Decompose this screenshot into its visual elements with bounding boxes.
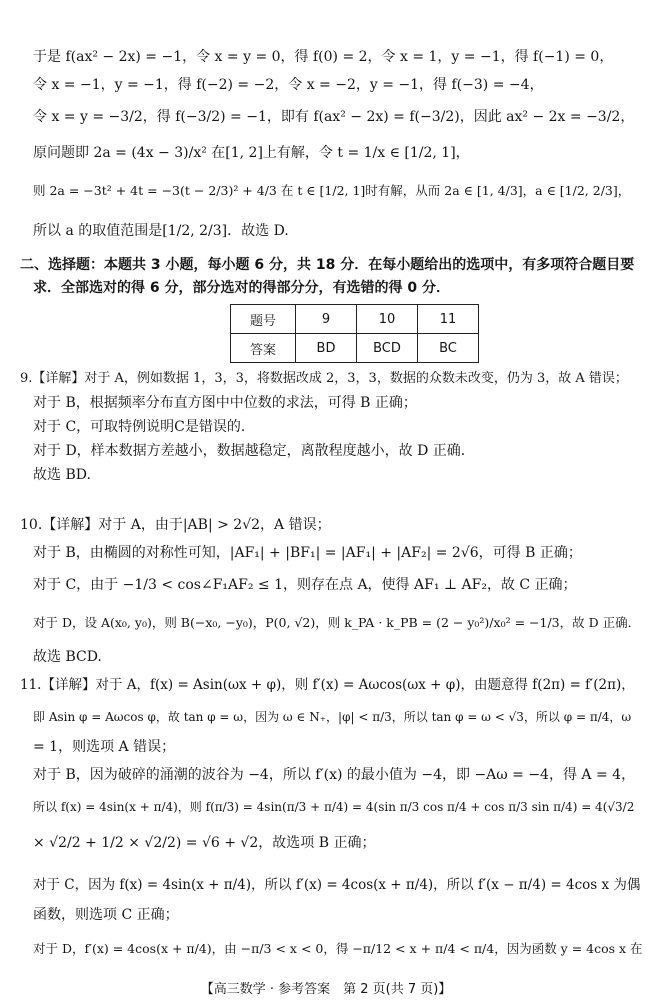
table-header-cell: 题号 — [231, 305, 296, 334]
question-11-line: 11.【详解】对于 A，f(x) = Asin(ωx + φ)，则 f′(x) = Aωcos(ωx + φ)，由题意得 f(2π) = f′(2π)， — [20, 677, 635, 693]
solution-line: 对于 C，可取特例说明C是错误的． — [33, 419, 255, 435]
solution-line: 即 Asin φ = Aωcos φ，故 tan φ = ω，因为 ω ∈ N₊，|φ| < π/3，所以 tan φ = ω < √3，所以 φ = π/4，ω — [33, 710, 632, 724]
solution-line: 对于 B，根据频率分布直方图中中位数的求法，可得 B 正确； — [33, 395, 417, 411]
solution-line: 令 x = −1，y = −1，得 f(−2) = −2，令 x = −2，y = −1，得 f(−3) = −4， — [33, 77, 544, 93]
table-cell: BCD — [357, 334, 418, 363]
answer-table — [230, 304, 479, 363]
table-cell: 11 — [418, 305, 479, 334]
table-row — [231, 334, 479, 363]
solution-line: 对于 D，样本数据方差越小，数据越稳定，离散程度越小，故 D 正确． — [33, 443, 475, 459]
solution-line: 故选 BCD. — [33, 649, 102, 665]
solution-line: = 1，则选项 A 错误； — [33, 739, 176, 755]
table-cell: BD — [296, 334, 357, 363]
solution-line: 对于 D，设 A(x₀, y₀)，则 B(−x₀, −y₀)，P(0, √2)，则 k_PA · k_PB = (2 − y₀²)/x₀² = −1/3，故 D 正确． — [33, 615, 641, 630]
solution-line: 对于 C，由于 −1/3 < cos∠F₁AF₂ ≤ 1，则存在点 A，使得 AF₁ ⊥ AF₂，故 C 正确； — [33, 577, 577, 593]
section-heading: 求．全部选对的得 6 分，部分选对的得部分分，有选错的得 0 分． — [33, 280, 450, 296]
solution-line: 所以 a 的取值范围是[1/2, 2/3]．故选 D. — [33, 223, 289, 239]
table-header-cell: 答案 — [231, 334, 296, 363]
solution-line: 故选 BD. — [33, 467, 91, 483]
solution-line: 对于 B，由椭圆的对称性可知，|AF₁| + |BF₁| = |AF₁| + |AF₂| = 2√6，可得 B 正确； — [33, 545, 582, 561]
table-row — [231, 305, 479, 334]
solution-line: 对于 B，因为破碎的涌潮的波谷为 −4，所以 f′(x) 的最小值为 −4，即 −Aω = −4，得 A = 4， — [33, 767, 636, 783]
question-10-line: 10.【详解】对于 A，由于|AB| > 2√2，A 错误； — [20, 517, 331, 533]
solution-line: × √2/2 + 1/2 × √2/2) = √6 + √2，故选项 B 正确； — [33, 835, 376, 851]
table-cell: BC — [418, 334, 479, 363]
solution-line: 则 2a = −3t² + 4t = −3(t − 2/3)² + 4/3 在 t ∈ [1/2, 1]时有解，从而 2a ∈ [1, 4/3]，a ∈ [1/2, 2/3]， — [33, 183, 631, 198]
solution-line: 于是 f(ax² − 2x) = −1，令 x = y = 0，得 f(0) = 2，令 x = 1，y = −1，得 f(−1) = 0， — [33, 49, 614, 65]
solution-line: 对于 C，因为 f(x) = 4sin(x + π/4)，所以 f′(x) = 4cos(x + π/4)，所以 f′(x − π/4) = 4cos x 为偶 — [33, 877, 641, 893]
page-footer: 【高三数学 · 参考答案 第 2 页(共 7 页)】 — [200, 982, 452, 997]
table-cell: 10 — [357, 305, 418, 334]
question-9-line: 9.【详解】对于 A，例如数据 1，3，3，将数据改成 2，3，3，数据的众数未改变，仍为 3，故 A 错误； — [20, 371, 628, 386]
solution-line: 所以 f(x) = 4sin(x + π/4)，则 f(π/3) = 4sin(π/3 + π/4) = 4(sin π/3 cos π/4 + cos π/3 sin π/4) = 4(√3/2 — [33, 800, 635, 814]
section-heading: 二、选择题：本题共 3 小题，每小题 6 分，共 18 分．在每小题给出的选项中，有多项符合题目要 — [20, 257, 635, 273]
solution-line: 原问题即 2a = (4x − 3)/x² 在[1, 2]上有解，令 t = 1/x ∈ [1/2, 1]， — [33, 145, 470, 161]
solution-line: 函数，则选项 C 正确； — [33, 907, 179, 923]
table-cell: 9 — [296, 305, 357, 334]
solution-line: 令 x = y = −3/2，得 f(−3/2) = −1，即有 f(ax² − 2x) = f(−3/2)，因此 ax² − 2x = −3/2， — [33, 109, 635, 125]
solution-line: 对于 D，f′(x) = 4cos(x + π/4)，由 −π/3 < x < 0，得 −π/12 < x + π/4 < π/4，因为函数 y = 4cos x 在 — [33, 941, 643, 956]
